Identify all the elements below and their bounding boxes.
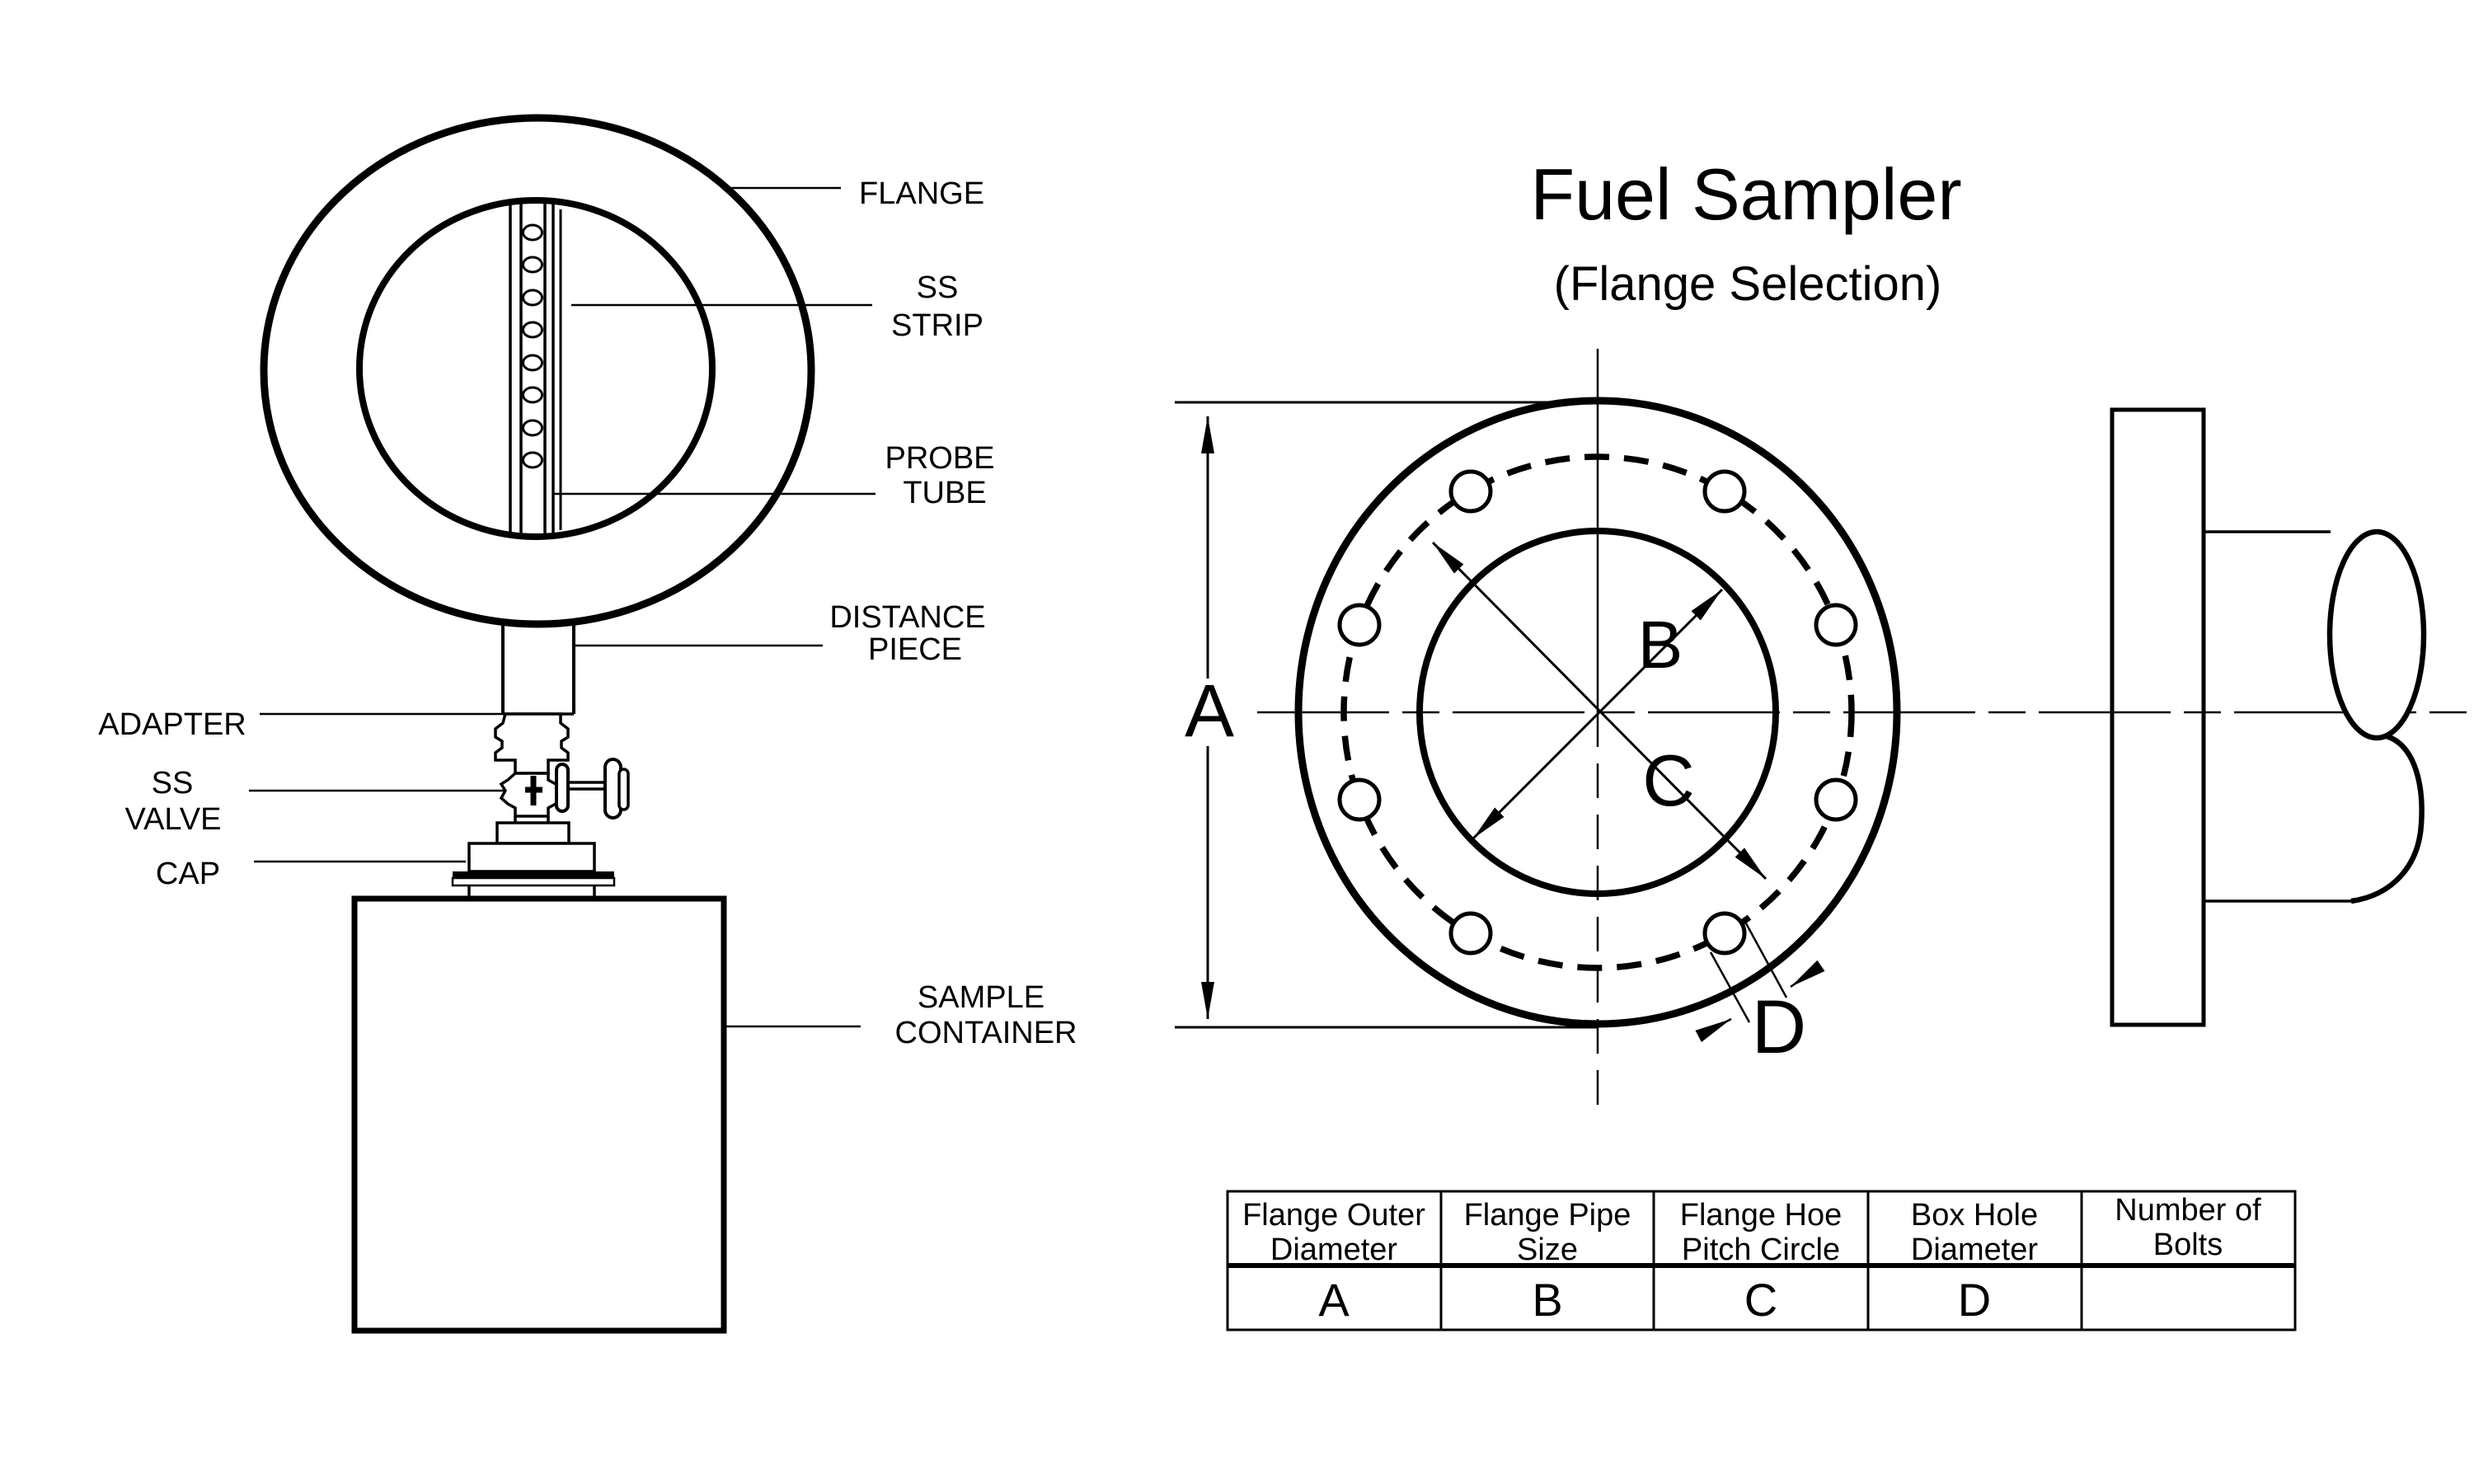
probe-tube-and-strip (510, 202, 561, 535)
strip-hole (523, 420, 542, 435)
table-header-cell: Pitch Circle (1681, 1233, 1841, 1267)
adapter-body (495, 714, 568, 773)
dim-d-arrow-lower (1700, 1019, 1731, 1036)
pipe-end-ellipse (2330, 532, 2424, 738)
label-ss-valve-line1: SS (151, 766, 194, 801)
handwheel-hub (619, 769, 628, 810)
title-block (1530, 153, 1961, 311)
table-header-cell: Diameter (1270, 1233, 1398, 1267)
handwheel-near-rim (556, 764, 568, 811)
table-header-cell: Diameter (1910, 1233, 2039, 1267)
label-adapter: ADAPTER (98, 707, 246, 742)
strip-hole (523, 322, 542, 337)
label-sample-container-line1: SAMPLE (917, 980, 1045, 1015)
strip-hole (523, 387, 542, 402)
table-header-cell: Flange Outer (1242, 1198, 1425, 1233)
dim-d-arrow-upper (1791, 968, 1818, 987)
dim-label-b: B (1637, 608, 1683, 683)
strip-hole (523, 355, 542, 370)
bolt-hole (1451, 913, 1491, 953)
strip-hole (523, 290, 542, 305)
spec-table (1228, 1191, 2295, 1330)
dim-label-c: C (1642, 740, 1695, 821)
bolt-hole (1340, 605, 1379, 645)
bolt-hole (1340, 780, 1379, 819)
table-value-cell: D (1957, 1274, 1992, 1326)
table-header-cell: Size (1517, 1233, 1578, 1267)
drawing-subtitle: (Flange Selection) (1553, 257, 1942, 311)
bolt-hole (1451, 472, 1491, 511)
bolt-hole (1816, 780, 1856, 819)
bolt-hole (1705, 472, 1744, 511)
dim-label-a: A (1184, 670, 1235, 753)
label-probe-tube-line1: PROBE (885, 441, 995, 476)
side-flange-plate (2112, 410, 2204, 1025)
label-cap: CAP (155, 857, 221, 891)
flange-outer-ring (264, 118, 811, 624)
label-sample-container-line2: CONTAINER (894, 1016, 1077, 1050)
cap-band-light (453, 878, 614, 885)
dim-label-d: D (1751, 985, 1807, 1069)
table-header-cell: Flange Pipe (1463, 1198, 1631, 1233)
table-header-cell: Flange Hoe (1679, 1198, 1843, 1233)
label-distance-piece-line1: DISTANCE (829, 600, 986, 635)
table-value-cell: C (1744, 1274, 1778, 1326)
drawing-title: Fuel Sampler (1530, 153, 1962, 235)
cap-block (469, 843, 594, 871)
cap-assembly (453, 843, 614, 899)
pipe-lower-arc (2351, 736, 2422, 901)
table-value-cell: B (1532, 1274, 1563, 1326)
strip-hole (523, 257, 542, 272)
ss-valve (497, 759, 628, 843)
label-ss-valve-line2: VALVE (124, 802, 222, 837)
label-ss-strip-line2: STRIP (891, 308, 983, 343)
label-probe-tube-line2: TUBE (903, 476, 987, 510)
valve-bottom-flange (497, 823, 569, 843)
table-header-cell: Number of (2115, 1193, 2261, 1228)
table-header-row (1242, 1193, 2261, 1267)
table-header-cell: Bolts (2152, 1228, 2223, 1262)
label-flange: FLANGE (859, 176, 985, 211)
assembly-view (98, 118, 1077, 1331)
table-value-cell: A (1318, 1274, 1350, 1326)
bolt-hole (1816, 605, 1856, 645)
table-header-cell: Box Hole (1910, 1198, 2039, 1233)
strip-hole (523, 453, 542, 467)
valve-handwheel (556, 759, 628, 818)
flange-side-view (2112, 410, 2424, 1025)
flange-front-view (1175, 349, 2467, 1105)
bolt-hole (1705, 913, 1744, 953)
distance-piece (503, 622, 574, 714)
label-ss-strip-line1: SS (916, 270, 959, 305)
label-distance-piece-line2: PIECE (867, 632, 963, 667)
strip-hole (523, 225, 542, 240)
sample-container-box (354, 899, 724, 1331)
strip-holes (523, 225, 542, 467)
